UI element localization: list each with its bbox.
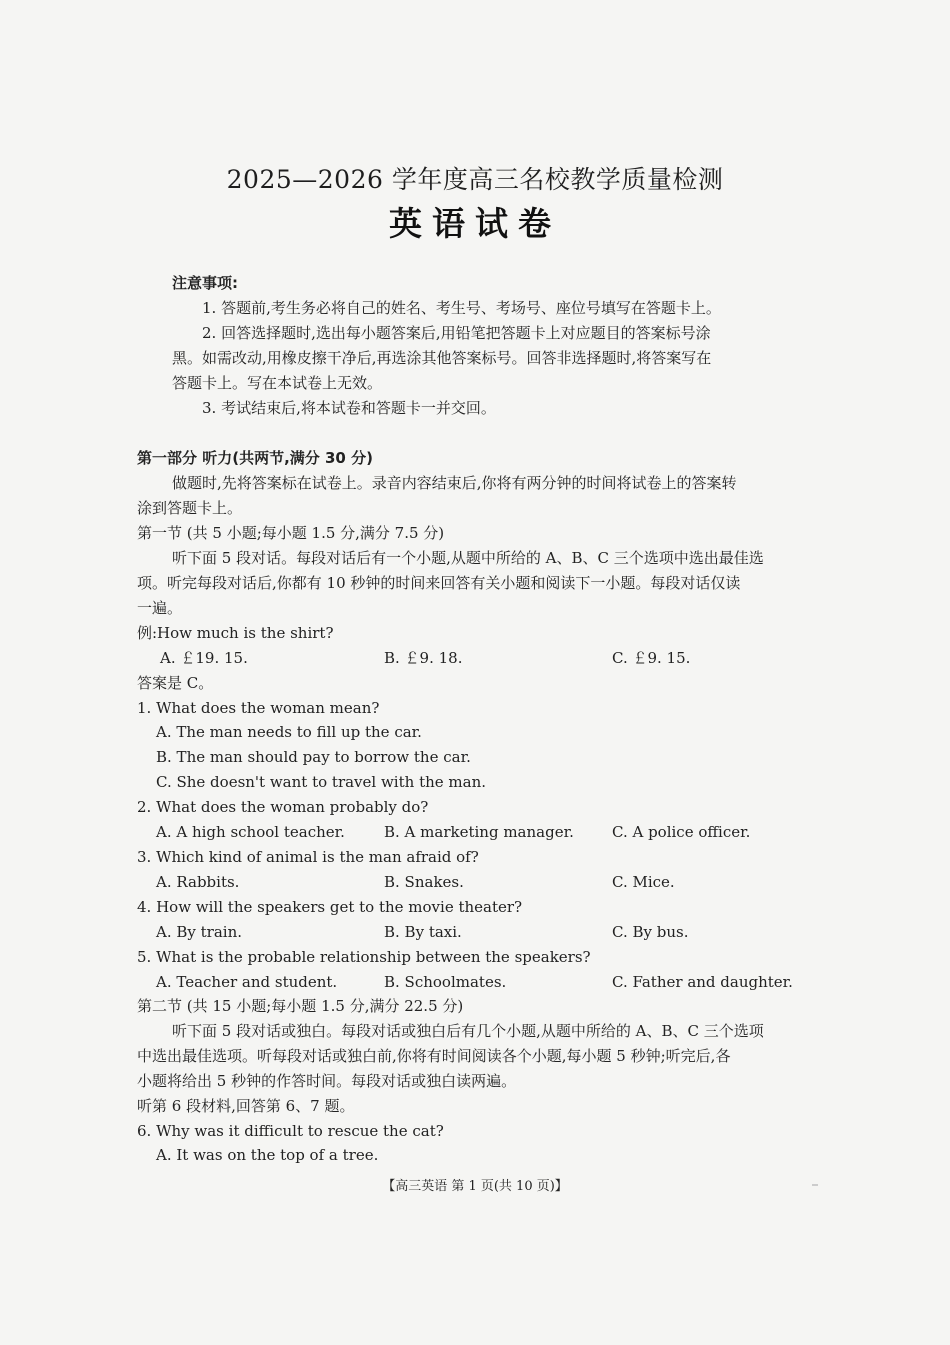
section1-intro-line: 听下面 5 段对话。每段对话后有一个小题,从题中所给的 A、B、C 三个选项中选出最佳选 [172,549,764,567]
notice-line: 3. 考试结束后,将本试卷和答题卡一并交回。 [202,399,496,417]
question-option: C. Mice. [612,873,675,891]
example-option-a: A. ￡19. 15. [160,649,248,667]
page-footer: 【高三英语 第 1 页(共 10 页)】 [382,1179,568,1194]
section1-intro-line: 项。听完每段对话后,你都有 10 秒钟的时间来回答有关小题和阅读下一小题。每段对话仅读 [137,574,741,592]
scan-mark [812,1184,818,1186]
question-option: A. Rabbits. [156,873,240,891]
section2-intro-line: 小题将给出 5 秒钟的作答时间。每段对话或独白读两遍。 [137,1072,517,1090]
question-option: C. Father and daughter. [612,973,793,991]
exam-title: 2025—2026 学年度高三名校教学质量检测 [226,165,724,194]
example-answer: 答案是 C。 [137,674,214,692]
question-stem: 5. What is the probable relationship between the speakers? [137,948,591,966]
material-instruction: 听第 6 段材料,回答第 6、7 题。 [137,1097,355,1115]
part1-intro-line: 涂到答题卡上。 [137,499,243,517]
example-question: 例:How much is the shirt? [137,624,334,642]
notice-line: 2. 回答选择题时,选出每小题答案后,用铅笔把答题卡上对应题目的答案标号涂 [202,324,711,342]
question-stem: 3. Which kind of animal is the man afraid of? [137,848,479,866]
question-option: A. The man needs to fill up the car. [156,723,422,741]
question-option: B. By taxi. [384,923,462,941]
question-option: C. A police officer. [612,823,751,841]
question-option: B. A marketing manager. [384,823,574,841]
question-option: A. Teacher and student. [156,973,338,991]
part1-intro-line: 做题时,先将答案标在试卷上。录音内容结束后,你将有两分钟的时间将试卷上的答案转 [172,474,737,492]
section1-intro-line: 一遍。 [137,599,183,617]
question-option: A. By train. [156,923,243,941]
notice-line: 黑。如需改动,用橡皮擦干净后,再选涂其他答案标号。回答非选择题时,将答案写在 [172,349,712,367]
question-option: C. By bus. [612,923,689,941]
exam-subtitle: 英语试卷 [389,204,561,243]
section2-heading: 第二节 (共 15 小题;每小题 1.5 分,满分 22.5 分) [137,997,464,1015]
question-option: B. Schoolmates. [384,973,507,991]
question-option: A. A high school teacher. [156,823,345,841]
question-option: A. It was on the top of a tree. [156,1146,379,1164]
question-stem: 4. How will the speakers get to the movie theater? [137,898,523,916]
section1-heading: 第一节 (共 5 小题;每小题 1.5 分,满分 7.5 分) [137,524,445,542]
section2-intro-line: 听下面 5 段对话或独白。每段对话或独白后有几个小题,从题中所给的 A、B、C 三个选项 [172,1022,764,1040]
question-option: C. She doesn't want to travel with the man. [156,773,486,791]
notice-line: 1. 答题前,考生务必将自己的姓名、考生号、考场号、座位号填写在答题卡上。 [202,299,721,317]
question-option: B. The man should pay to borrow the car. [156,748,471,766]
example-option-c: C. ￡9. 15. [612,649,691,667]
notice-line: 答题卡上。写在本试卷上无效。 [172,374,383,392]
question-stem: 1. What does the woman mean? [137,699,380,717]
section2-intro-line: 中选出最佳选项。听每段对话或独白前,你将有时间阅读各个小题,每小题 5 秒钟;听完后,各 [137,1047,731,1065]
example-option-b: B. ￡9. 18. [384,649,463,667]
question-stem: 6. Why was it difficult to rescue the cat? [137,1122,444,1140]
part1-heading: 第一部分 听力(共两节,满分 30 分) [137,449,373,467]
question-stem: 2. What does the woman probably do? [137,798,429,816]
question-option: B. Snakes. [384,873,464,891]
notice-heading: 注意事项: [172,274,238,292]
